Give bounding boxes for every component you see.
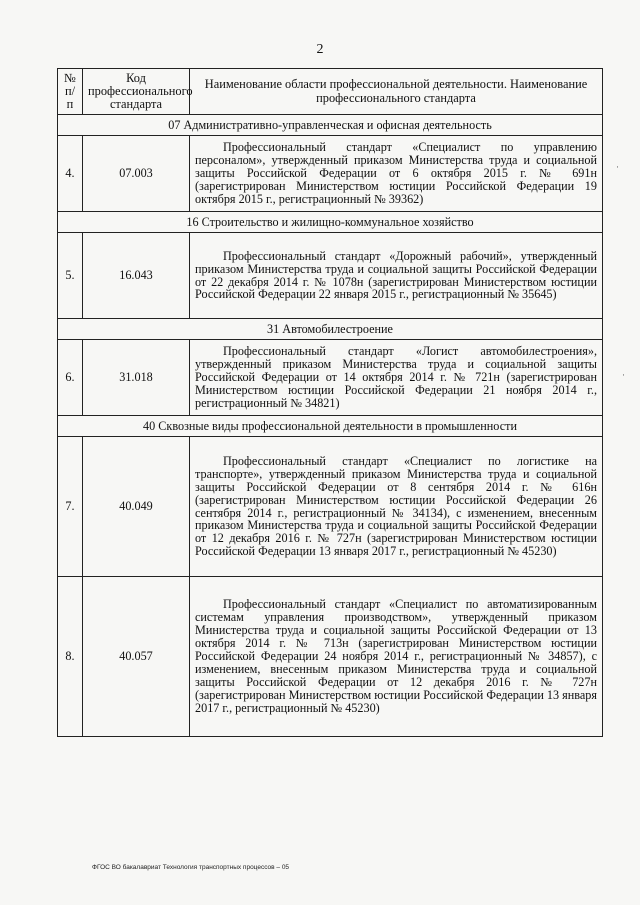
row-code: 40.057 bbox=[83, 577, 190, 737]
row-number: 8. bbox=[58, 577, 83, 737]
table-header-row bbox=[58, 69, 603, 115]
header-name: Наименование области профессиональной деятельности. Наименование профессионального стандарта bbox=[190, 69, 603, 115]
table-row bbox=[58, 437, 603, 577]
row-number: 7. bbox=[58, 437, 83, 577]
section-row bbox=[58, 115, 603, 136]
scan-speck: · bbox=[616, 162, 619, 172]
professional-standards-table bbox=[57, 68, 603, 737]
row-standard-name: Профессиональный стандарт «Логист автомобилестроения», утвержденный приказом Министерства труда и социальной защиты Российской Федерации от 14 октября 2014 г. № 721н (зарегистрирован Министерством юстиции Российской Федерации 21 ноября 2014 г., регистрационный № 34821) bbox=[190, 340, 603, 416]
page-number: 2 bbox=[316, 42, 324, 57]
table-row bbox=[58, 340, 603, 416]
header-code: Код профессионального стандарта bbox=[83, 69, 190, 115]
table-row bbox=[58, 136, 603, 212]
section-title: 40 Сквозные виды профессиональной деятельности в промышленности bbox=[58, 416, 603, 437]
section-title: 07 Административно-управленческая и офисная деятельность bbox=[58, 115, 603, 136]
row-number: 5. bbox=[58, 233, 83, 319]
row-code: 16.043 bbox=[83, 233, 190, 319]
section-title: 31 Автомобилестроение bbox=[58, 319, 603, 340]
row-code: 40.049 bbox=[83, 437, 190, 577]
row-number: 6. bbox=[58, 340, 83, 416]
section-row bbox=[58, 416, 603, 437]
section-row bbox=[58, 212, 603, 233]
row-standard-name: Профессиональный стандарт «Специалист по управлению персоналом», утвержденный приказом Министерства труда и социальной защиты Российской Федерации от 6 октября 2015 г. № 691н (зарегистрирован Министерством юстиции Российской Федерации 19 октября 2015 г., регистрационный № 39362) bbox=[190, 136, 603, 212]
row-standard-name: Профессиональный стандарт «Дорожный рабочий», утвержденный приказом Министерства труда и социальной защиты Российской Федерации от 22 декабря 2014 г. № 1078н (зарегистрирован Министерством юстиции Российской Федерации 22 января 2015 г., регистрационный № 35645) bbox=[190, 233, 603, 319]
document-footer: ФГОС ВО бакалавриат Технология транспортных процессов – 05 bbox=[92, 864, 290, 871]
section-row bbox=[58, 319, 603, 340]
row-code: 31.018 bbox=[83, 340, 190, 416]
scan-speck: · bbox=[622, 370, 625, 380]
header-num: № п/п bbox=[58, 69, 83, 115]
section-title: 16 Строительство и жилищно-коммунальное хозяйство bbox=[58, 212, 603, 233]
row-standard-name: Профессиональный стандарт «Специалист по автоматизированным системам управления производством», утвержденный приказом Министерства труда и социальной защиты Российской Федерации от 13 октября 2014 г. № 713н (зарегистрирован Министерством юстиции Российской Федерации 24 ноября 2014 г., регистрационный № 34857), с изменением, внесенным приказом Министерства труда и социальной защиты Российской Федерации от 12 декабря 2016 г. № 727н (зарегистрирован Министерством юстиции Российской Федерации 13 января 2017 г., регистрационный № 45230) bbox=[190, 577, 603, 737]
table-row bbox=[58, 577, 603, 737]
row-standard-name: Профессиональный стандарт «Специалист по логистике на транспорте», утвержденный приказом Министерства труда и социальной защиты Российской Федерации от 8 сентября 2014 г. № 616н (зарегистрирован Министерством юстиции Российской Федерации 26 сентября 2014 г., регистрационный № 34134), с изменением, внесенным приказом Министерства труда и социальной защиты Российской Федерации от 12 декабря 2016 г. № 727н (зарегистрирован Министерством юстиции Российской Федерации 13 января 2017 г., регистрационный № 45230) bbox=[190, 437, 603, 577]
row-number: 4. bbox=[58, 136, 83, 212]
row-code: 07.003 bbox=[83, 136, 190, 212]
table-row bbox=[58, 233, 603, 319]
